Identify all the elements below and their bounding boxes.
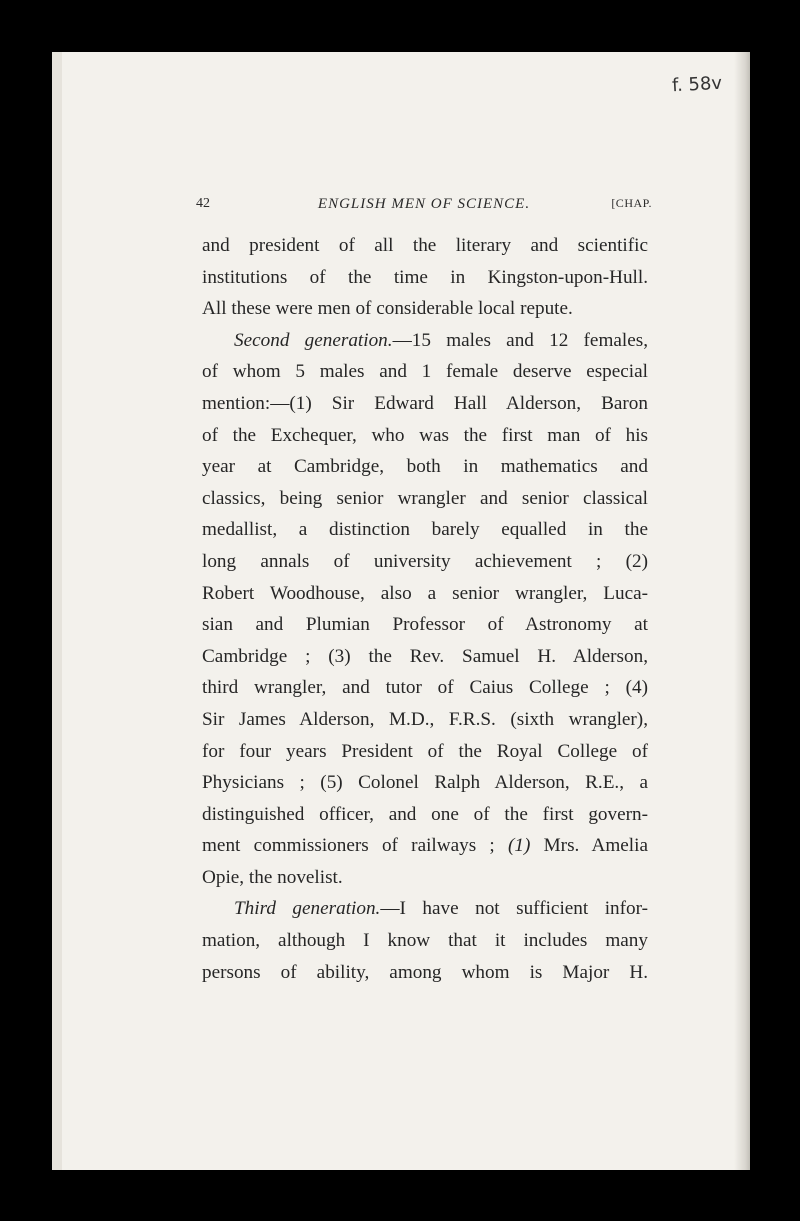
chapter-mark: [CHAP.: [611, 196, 652, 210]
text-line: year at Cambridge, both in mathematics and: [202, 456, 648, 478]
text-line: persons of ability, among whom is Major H.: [202, 961, 648, 983]
text-line: [202, 893, 648, 925]
running-head: [196, 196, 652, 222]
text-line: sian and Plumian Professor of Astronomy at: [202, 614, 648, 636]
section-lead: Second generation.: [234, 329, 393, 351]
text-line: medallist, a distinction barely equalled in the: [202, 519, 648, 541]
page-left-edge: [52, 52, 62, 1170]
text-span: —15 males and 12 females,: [392, 329, 648, 351]
text-line: and president of all the literary and scientific: [202, 235, 648, 256]
text-line: Sir James Alderson, M.D., F.R.S. (sixth wrangler),: [202, 708, 648, 730]
italic-number: (1): [508, 835, 531, 857]
text-line: Cambridge ; (3) the Rev. Samuel H. Alderson,: [202, 645, 648, 667]
text-line: Physicians ; (5) Colonel Ralph Alderson, R.E., a: [202, 772, 648, 794]
text-line: All these were men of considerable local repute.: [202, 298, 573, 320]
text-line: Robert Woodhouse, also a senior wrangler, Luca-: [202, 582, 648, 604]
text-line: Opie, the novelist.: [202, 866, 343, 888]
text-span: —I have not sufficient infor-: [380, 898, 649, 920]
text-line: long annals of university achievement ; (2): [202, 550, 648, 572]
text-line: [202, 830, 648, 862]
scanned-page: [52, 52, 750, 1170]
page-right-shadow: [734, 52, 750, 1170]
text-line: mation, although I know that it includes many: [202, 930, 648, 952]
text-line: mention:—(1) Sir Edward Hall Alderson, Baron: [202, 392, 648, 414]
text-line: of the Exchequer, who was the first man of his: [202, 424, 648, 446]
text-line: for four years President of the Royal College of: [202, 740, 648, 762]
handwritten-folio-mark: f. 58v: [671, 72, 723, 97]
text-line: distinguished officer, and one of the first govern-: [202, 803, 648, 825]
page-number: 42: [196, 196, 210, 211]
text-line: of whom 5 males and 1 female deserve especial: [202, 361, 648, 383]
section-lead: Third generation.: [234, 898, 381, 920]
text-span: Mrs. Amelia: [530, 835, 648, 857]
text-line: classics, being senior wrangler and senior classical: [202, 487, 648, 509]
text-line: third wrangler, and tutor of Caius College ; (4): [202, 677, 648, 699]
body-text: [202, 230, 648, 988]
book-title: ENGLISH MEN OF SCIENCE.: [317, 196, 531, 212]
text-line: [202, 325, 648, 357]
text-span: ment commissioners of railways ;: [202, 835, 508, 857]
text-line: institutions of the time in Kingston-upon-Hull.: [202, 266, 648, 288]
